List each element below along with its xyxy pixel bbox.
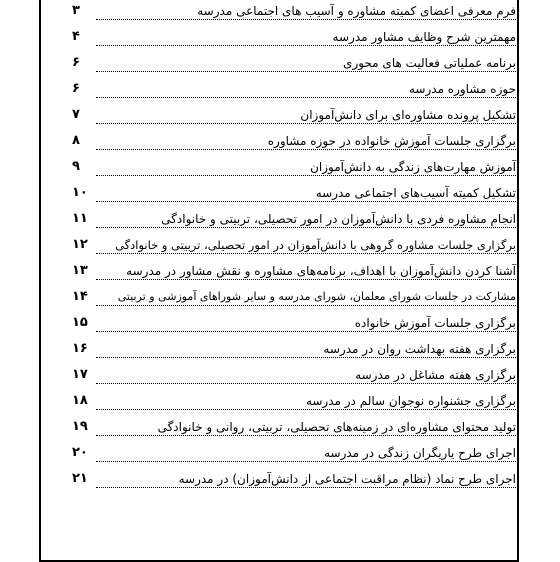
dot-leader [96,253,516,254]
toc-entry-page: ۶ [72,81,80,96]
toc-entry-page: ۱۴ [72,289,88,304]
dot-leader [96,19,516,20]
toc-entry[interactable] [72,442,516,468]
toc-entry-title: مشارکت در جلسات شورای معلمان، شورای مدرسه و سایر شوراهای آموزشی و تربیتی [117,290,516,303]
toc-entry-title: اجرای طرح یاریگران زندگی در مدرسه [324,446,516,460]
dot-leader [96,461,516,462]
toc-entry-title: برگزاری هفته مشاغل در مدرسه [355,368,516,382]
toc-entry-page: ۹ [72,159,80,174]
toc-entry-page: ۱۷ [72,367,88,382]
toc-entry-title: برگزاری جلسات آموزش خانواده [354,316,516,330]
dot-leader [96,409,516,410]
dot-leader [96,279,516,280]
dot-leader [96,45,516,46]
toc-entry-page: ۱۳ [72,263,88,278]
toc-entry[interactable] [72,468,516,494]
toc-entry-title: انجام مشاوره فردی با دانش‌آموزان در امور تحصیلی، تربیتی و خانوادگی [161,212,516,226]
toc-entry-page: ۱۶ [72,341,88,356]
toc-entry[interactable] [72,78,516,104]
toc-entry[interactable] [72,130,516,156]
toc-entry-title: مهمترین شرح وظایف مشاور مدرسه [332,30,516,44]
toc-entry[interactable] [72,286,516,312]
toc-entry[interactable] [72,26,516,52]
toc-entry[interactable] [72,208,516,234]
dot-leader [96,435,516,436]
toc-entry-title: برگزاری جلسات مشاوره گروهی با دانش‌آموزان در امور تحصیلی، تربیتی و خانوادگی [115,238,516,252]
dot-leader [96,175,516,176]
toc-entry-page: ۸ [72,133,80,148]
toc-entry-page: ۲۰ [72,445,88,460]
toc-entry-title: آشنا کردن دانش‌آموزان با اهداف، برنامه‌های مشاوره و نقش مشاور در مدرسه [126,264,516,278]
toc-entry[interactable] [72,390,516,416]
toc-entry-title: آموزش مهارت‌های زندگی به دانش‌آموزان [310,160,516,174]
toc-entry-title: تشکیل پرونده مشاوره‌ای برای دانش‌آموزان [300,108,516,122]
toc-entry[interactable] [72,156,516,182]
toc-entry[interactable] [72,104,516,130]
toc-entry-page: ۱۱ [72,211,88,226]
dot-leader [96,149,516,150]
toc-entry-title: برگزاری هفته بهداشت روان در مدرسه [323,342,516,356]
toc-entry[interactable] [72,182,516,208]
toc-entry[interactable] [72,416,516,442]
dot-leader [96,383,516,384]
toc-entry-page: ۱۰ [72,185,88,200]
dot-leader [96,123,516,124]
toc-entry-page: ۱۹ [72,419,88,434]
toc-entry-title: اجرای طرح نماد (نظام مراقبت اجتماعی از دانش‌آموزان) در مدرسه [178,472,516,486]
toc-entry-title: حوزه مشاوره مدرسه [408,82,516,96]
dot-leader [96,487,516,488]
toc-entry[interactable] [72,364,516,390]
toc-entry[interactable] [72,234,516,260]
toc-entry-title: برگزاری جلسات آموزش خانواده در حوزه مشاوره [267,134,516,148]
toc-entry-title: تولید محتوای مشاوره‌ای در زمینه‌های تحصیلی، تربیتی، روانی و خانوادگی [157,420,516,434]
toc-entry-page: ۱۲ [72,237,88,252]
toc-entry[interactable] [72,338,516,364]
dot-leader [96,227,516,228]
toc-entry-page: ۱۵ [72,315,88,330]
dot-leader [96,97,516,98]
toc-entry-page: ۳ [72,3,80,18]
toc-entry-page: ۷ [72,107,80,122]
toc-entry-page: ۲۱ [72,471,88,486]
dot-leader [96,357,516,358]
dot-leader [96,305,516,306]
toc-entry-title: تشکیل کمیته آسیب‌های اجتماعی مدرسه [315,186,516,200]
dot-leader [96,201,516,202]
toc-entry-page: ۱۸ [72,393,88,408]
toc-entry[interactable] [72,0,516,26]
toc-entry[interactable] [72,52,516,78]
toc-entry-title: برنامه عملیاتی فعالیت های محوری [343,56,516,70]
dot-leader [96,331,516,332]
toc-entry-title: فرم معرفی اعضای کمیته مشاوره و آسیب های اجتماعی مدرسه [197,4,516,18]
toc-entry-title: برگزاری جشنواره نوجوان سالم در مدرسه [305,394,516,408]
toc-entry-page: ۶ [72,55,80,70]
dot-leader [96,71,516,72]
toc-entry[interactable] [72,260,516,286]
toc-entry[interactable] [72,312,516,338]
toc-entry-page: ۴ [72,29,80,44]
